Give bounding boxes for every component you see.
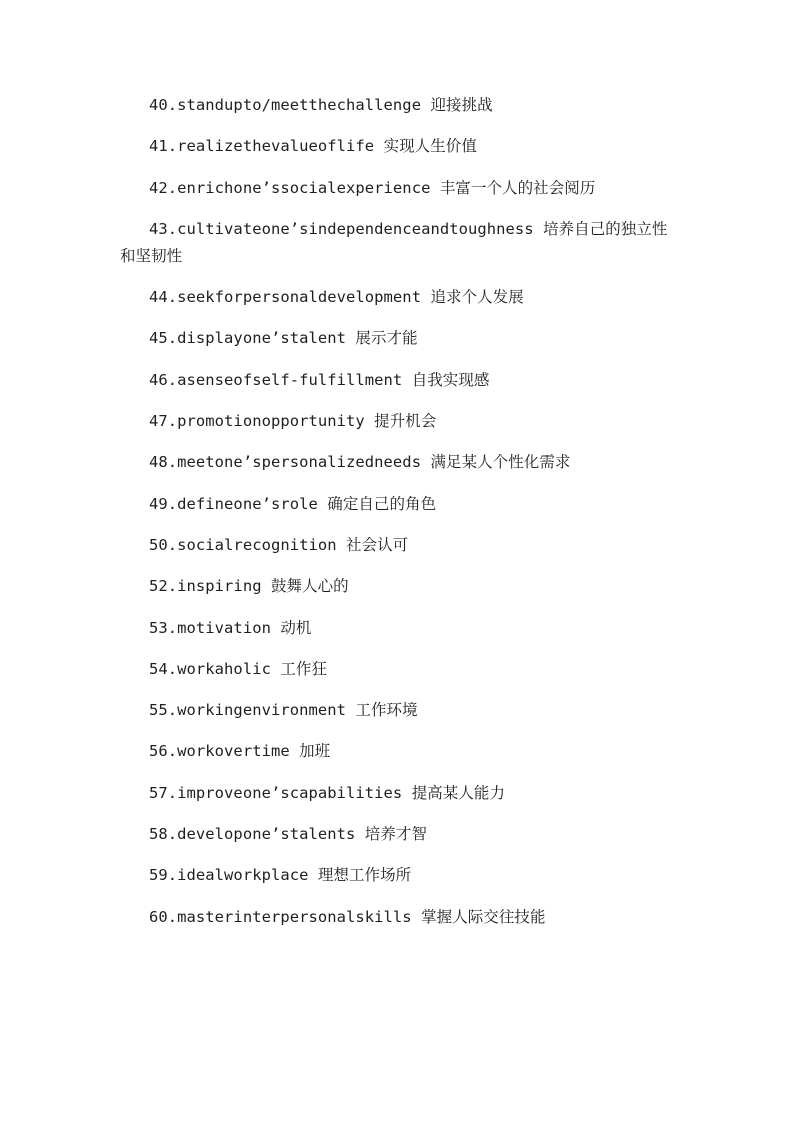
english-phrase: 59.idealworkplace [149, 866, 309, 885]
english-phrase: 41.realizethevalueoflife [149, 137, 375, 156]
english-phrase: 42.enrichone’ssocialexperience [149, 178, 431, 197]
english-phrase: 52.inspiring [149, 577, 262, 596]
chinese-translation: 提高某人能力 [411, 783, 506, 802]
list-item [120, 408, 680, 435]
chinese-translation: 掌握人际交往技能 [421, 907, 546, 926]
chinese-translation: 确定自己的角色 [327, 494, 437, 513]
english-phrase: 43.cultivateone’sindependenceandtoughness [149, 219, 534, 238]
english-phrase: 53.motivation [149, 618, 271, 637]
chinese-translation: 展示才能 [355, 329, 418, 348]
list-item [120, 133, 680, 160]
chinese-translation: 工作狂 [280, 659, 328, 678]
chinese-translation: 动机 [280, 618, 312, 637]
list-item [120, 175, 680, 202]
chinese-translation: 加班 [299, 742, 331, 761]
chinese-translation: 鼓舞人心的 [270, 577, 349, 596]
english-phrase: 60.masterinterpersonalskills [149, 907, 412, 926]
english-phrase: 58.developone’stalents [149, 825, 356, 844]
english-phrase: 48.meetone’spersonalizedneeds [149, 453, 422, 472]
english-phrase: 47.promotionopportunity [149, 412, 365, 431]
chinese-translation: 培养自己的独立性和坚韧性 [120, 219, 668, 265]
list-item [120, 573, 680, 600]
vocabulary-list [120, 92, 680, 945]
list-item [120, 821, 680, 848]
list-item [120, 738, 680, 765]
list-item [120, 904, 680, 931]
english-phrase: 49.defineone’srole [149, 494, 318, 513]
list-item [120, 615, 680, 642]
list-item [120, 449, 680, 476]
chinese-translation: 追求个人发展 [430, 288, 524, 307]
chinese-translation: 丰富一个人的社会阅历 [439, 178, 596, 197]
list-item [120, 92, 680, 119]
list-item [120, 862, 680, 889]
chinese-translation: 社会认可 [346, 535, 409, 554]
list-item [120, 532, 680, 559]
english-phrase: 55.workingenvironment [149, 701, 347, 720]
chinese-translation: 理想工作场所 [317, 866, 412, 885]
chinese-translation: 培养才智 [364, 825, 427, 844]
english-phrase: 44.seekforpersonaldevelopment [149, 288, 422, 307]
english-phrase: 45.displayone’stalent [149, 329, 347, 348]
list-item [120, 216, 680, 270]
english-phrase: 57.improveone’scapabilities [149, 783, 403, 802]
chinese-translation: 满足某人个性化需求 [430, 453, 571, 472]
english-phrase: 50.socialrecognition [149, 535, 337, 554]
chinese-translation: 迎接挑战 [430, 96, 493, 114]
english-phrase: 54.workaholic [149, 659, 271, 678]
list-item [120, 780, 680, 807]
english-phrase: 56.workovertime [149, 742, 290, 761]
list-item [120, 284, 680, 311]
list-item [120, 491, 680, 518]
chinese-translation: 工作环境 [355, 701, 418, 720]
list-item [120, 656, 680, 683]
english-phrase: 40.standupto/meetthechallenge [149, 96, 422, 114]
list-item [120, 697, 680, 724]
chinese-translation: 提升机会 [374, 412, 437, 431]
list-item [120, 367, 680, 394]
list-item [120, 325, 680, 352]
chinese-translation: 实现人生价值 [383, 137, 477, 156]
chinese-translation: 自我实现感 [411, 370, 490, 389]
english-phrase: 46.asenseofself-fulfillment [149, 370, 403, 389]
